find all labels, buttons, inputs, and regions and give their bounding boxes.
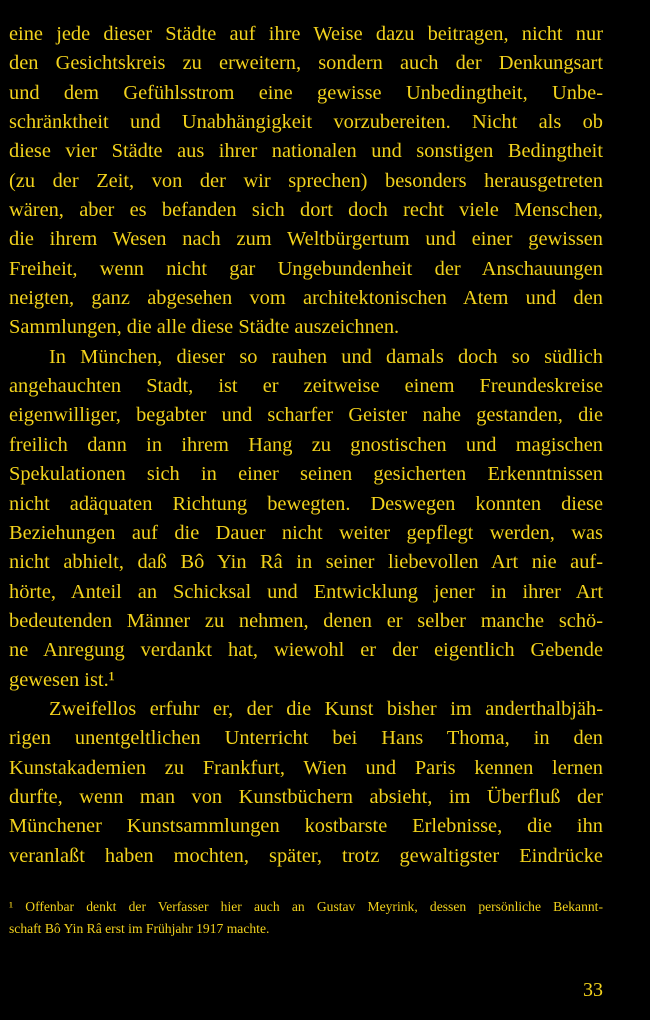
text-line: Beziehungen auf die Dauer nicht weiter gepflegt werden, was	[9, 521, 603, 544]
text-line: durfte, wenn man von Kunstbüchern absieht, im Überfluß der	[9, 785, 603, 808]
text-line: schränktheit und Unabhängigkeit vorzubereiten. Nicht als ob	[9, 111, 603, 134]
text-line: veranlaßt haben mochten, später, trotz gewaltigster Eindrücke	[9, 844, 603, 867]
body-text	[9, 20, 603, 871]
text-line: und dem Gefühlsstrom eine gewisse Unbedingtheit, Unbe-	[9, 81, 603, 104]
text-line: nicht adäquaten Richtung bewegten. Deswegen konnten diese	[9, 492, 603, 515]
text-line: den Gesichtskreis zu erweitern, sondern auch der Denkungsart	[9, 52, 603, 75]
text-line: Kunstakademien zu Frankfurt, Wien und Paris kennen lernen	[9, 756, 603, 779]
text-line: Freiheit, wenn nicht gar Ungebundenheit der Anschauungen	[9, 257, 603, 280]
text-line: Spekulationen sich in einer seinen gesicherten Erkenntnissen	[9, 463, 603, 486]
paragraph-first-line: Zweifellos erfuhr er, der die Kunst bisher im anderthalbjäh-	[49, 697, 603, 720]
text-line: eine jede dieser Städte auf ihre Weise dazu beitragen, nicht nur	[9, 23, 603, 45]
text-line: eigenwilliger, begabter und scharfer Geister nahe gestanden, die	[9, 404, 603, 427]
text-line: bedeutenden Männer zu nehmen, denen er selber manche schö-	[9, 609, 603, 632]
text-line: ne Anregung verdankt hat, wiewohl er der eigentlich Gebende	[9, 639, 603, 662]
page-number: 33	[583, 979, 603, 1001]
text-line: diese vier Städte aus ihrer nationalen und sonstigen Bedingtheit	[9, 140, 603, 163]
text-line: (zu der Zeit, von der wir sprechen) besonders herausgetreten	[9, 169, 603, 192]
paragraph-first-line: In München, dieser so rauhen und damals doch so südlich	[49, 345, 603, 368]
text-line: die ihrem Wesen nach zum Weltbürgertum und einer gewissen	[9, 228, 603, 251]
footnote-line: schaft Bô Yin Râ erst im Frühjahr 1917 machte.	[9, 921, 270, 936]
text-line: wären, aber es befanden sich dort doch recht viele Menschen,	[9, 199, 603, 222]
text-line: angehauchten Stadt, ist er zeitweise einem Freundeskreise	[9, 375, 603, 398]
text-line: gewesen ist.¹	[9, 668, 115, 691]
text-line: rigen unentgeltlichen Unterricht bei Hans Thoma, in den	[9, 727, 603, 750]
footnote-line: ¹ Offenbar denkt der Verfasser hier auch an Gustav Meyrink, dessen persönliche Bekannt-	[9, 899, 603, 914]
text-line: Münchener Kunstsammlungen kostbarste Erlebnisse, die ihn	[9, 815, 603, 838]
text-line: neigten, ganz abgesehen vom architektonischen Atem und den	[9, 287, 603, 310]
text-line: Sammlungen, die alle diese Städte auszeichnen.	[9, 316, 400, 339]
text-line: hörte, Anteil an Schicksal und Entwicklung jener in ihrer Art	[9, 580, 603, 603]
footnote	[9, 896, 603, 940]
text-line: freilich dann in ihrem Hang zu gnostischen und magischen	[9, 433, 603, 456]
text-line: nicht abhielt, daß Bô Yin Râ in seiner liebevollen Art nie auf-	[9, 551, 603, 574]
